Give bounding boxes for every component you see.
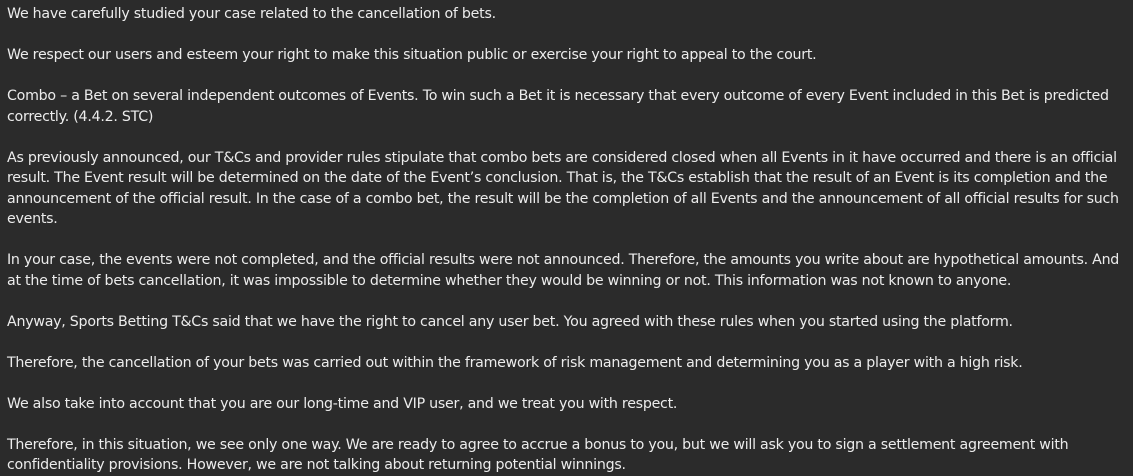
paragraph-tcs-rules: As previously announced, our T&Cs and provider rules stipulate that combo bets are considered closed when all Events in it have occurred and there is an official result. The Event result will be determined on the date of the Event’s conclusion. That is, the T&Cs establish that the result of an Event is its completion and the announcement of the official result. In the case of a combo bet, the result will be the completion of all Events and the announcement of all official results for such events. — [7, 149, 1119, 227]
paragraph-right-to-cancel: Anyway, Sports Betting T&Cs said that we have the right to cancel any user bet. You agreed with these rules when you started using the platform. — [7, 313, 1013, 330]
paragraph-risk-management: Therefore, the cancellation of your bets was carried out within the framework of risk management and determining you as a player with a high risk. — [7, 354, 1023, 371]
paragraph-intro: We have carefully studied your case related to the cancellation of bets. — [7, 6, 496, 22]
paragraph-vip-user: We also take into account that you are our long-time and VIP user, and we treat you with respect. — [7, 395, 678, 412]
message-body — [7, 4, 1127, 476]
paragraph-respect: We respect our users and esteem your right to make this situation public or exercise your right to appeal to the court. — [7, 47, 817, 63]
paragraph-combo-definition: Combo – a Bet on several independent outcomes of Events. To win such a Bet it is necessary that every outcome of every Event included in this Bet is predicted correctly. (4.4.2. STC) — [7, 88, 1109, 125]
paragraph-your-case: In your case, the events were not completed, and the official results were not announced. Therefore, the amounts you write about are hypothetical amounts. And at the time of bets cancellation, it was impossible to determine whether they would be winning or not. This information was not known to anyone. — [7, 252, 1120, 289]
paragraph-settlement-offer: Therefore, in this situation, we see only one way. We are ready to agree to accrue a bonus to you, but we will ask you to sign a settlement agreement with confidentiality provisions. However, we are not talking about returning potential winnings. — [7, 436, 1069, 473]
